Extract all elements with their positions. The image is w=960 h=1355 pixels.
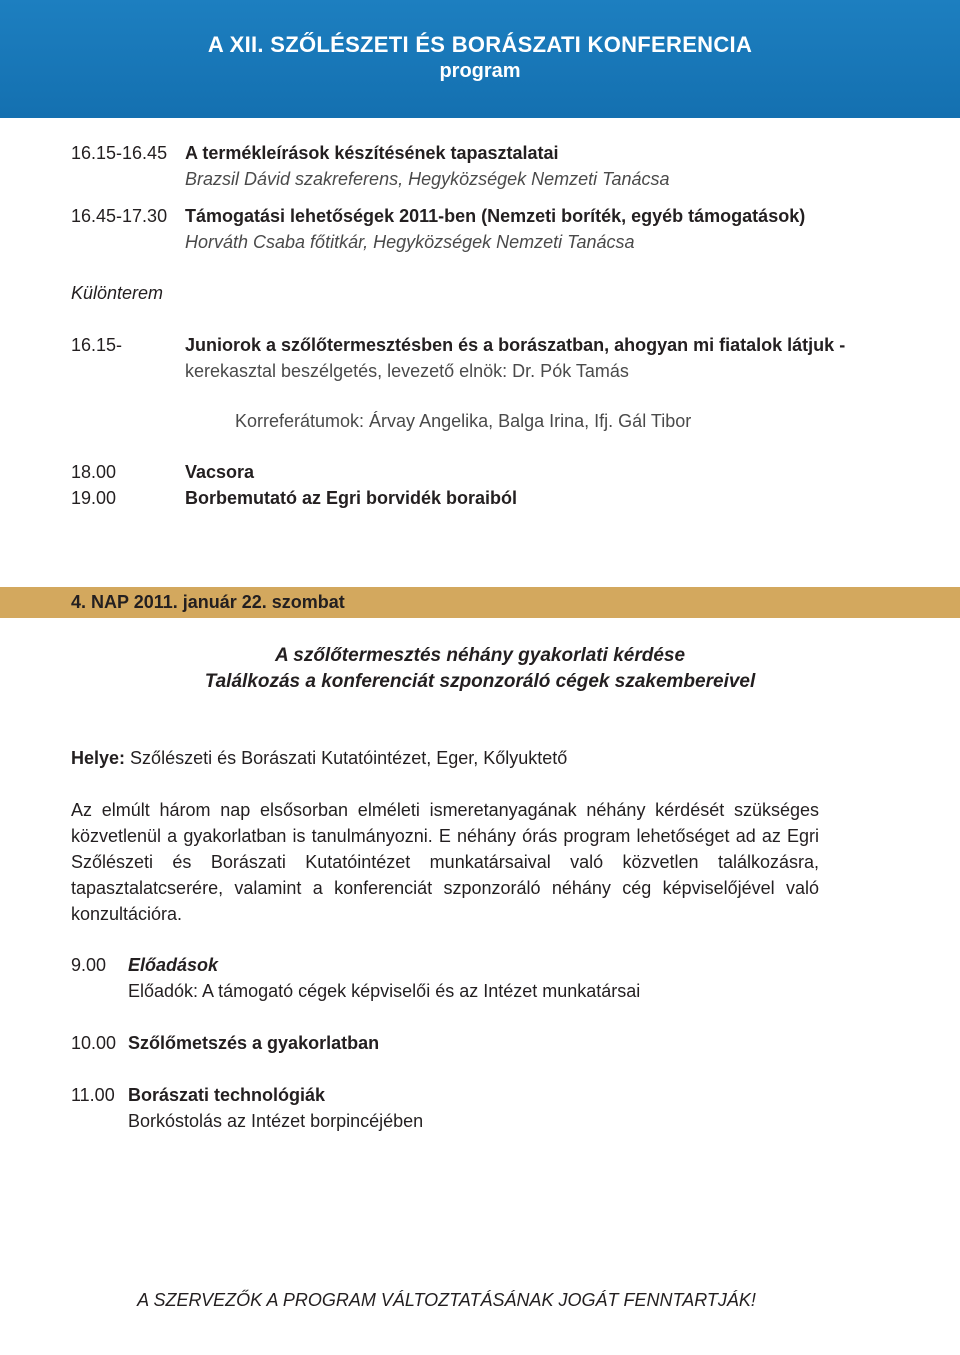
dinner-title: Vacsora	[185, 462, 255, 482]
session2-title: Támogatási lehetőségek 2011-ben (Nemzeti boríték, egyéb támogatások)	[185, 206, 806, 226]
session3-title: Juniorok a szőlőtermesztésben és a borászatban, ahogyan mi fiatalok látjuk -	[185, 335, 846, 355]
item1-title: Előadások	[128, 955, 219, 975]
session2-speaker: Horváth Csaba főtitkár, Hegyközségek Nemzeti Tanácsa	[185, 232, 635, 252]
venue-label: Helye:	[71, 748, 126, 768]
session1-time: 16.15-16.45	[71, 143, 168, 163]
dinner-time: 18.00	[71, 462, 117, 482]
session1-speaker: Brazsil Dávid szakreferens, Hegyközségek Nemzeti Tanácsa	[185, 169, 670, 189]
wine-tasting-title: Borbemutató az Egri borvidék boraiból	[185, 488, 518, 508]
session1-title: A termékleírások készítésének tapasztalatai	[185, 143, 559, 163]
item3-title: Borászati technológiák	[128, 1085, 326, 1105]
session2-time: 16.45-17.30	[71, 206, 168, 226]
conference-subtitle: program	[439, 60, 521, 82]
item3-detail: Borkóstolás az Intézet borpincéjében	[128, 1111, 424, 1131]
session3-time: 16.15-	[71, 335, 123, 355]
day4-band	[0, 587, 960, 618]
room-label: Különterem	[71, 283, 164, 303]
conference-title: A XII. SZŐLÉSZETI ÉS BORÁSZATI KONFERENCIA	[207, 32, 753, 57]
session3-line2: kerekasztal beszélgetés, levezető elnök: Dr. Pók Tamás	[185, 361, 629, 381]
day4-heading2: Találkozás a konferenciát szponzoráló cégek szakembereivel	[204, 671, 756, 692]
item2-time: 10.00	[71, 1033, 117, 1053]
day4-band-label: 4. NAP 2011. január 22. szombat	[71, 592, 345, 612]
session3-coreferents: Korreferátumok: Árvay Angelika, Balga Irina, Ifj. Gál Tibor	[235, 411, 692, 431]
item1-time: 9.00	[71, 955, 107, 975]
footer-notice: A SZERVEZŐK A PROGRAM VÁLTOZTATÁSÁNAK JOGÁT FENNTARTJÁK!	[137, 1290, 756, 1310]
venue-line	[71, 745, 567, 771]
wine-tasting-time: 19.00	[71, 488, 117, 508]
item1-detail: Előadók: A támogató cégek képviselői és az Intézet munkatársai	[128, 981, 641, 1001]
day4-heading1: A szőlőtermesztés néhány gyakorlati kérdése	[274, 645, 686, 666]
day4-paragraph: Az elmúlt három nap elsősorban elméleti ismeretanyagának néhány kérdését szükséges közvetlenül a gyakorlatban is tanulmányozni. E néhány órás program lehetőséget ad az Egri Szőlészeti és Borászati Kutatóintézet munkatársaival való közvetlen találkozásra, tapasztalatcserére, valamint a konferenciát szponzoráló néhány cég képviselőjével való konzultációra.	[71, 800, 819, 924]
venue-text: Szőlészeti és Borászati Kutatóintézet, Eger, Kőlyuktető	[130, 748, 568, 768]
header-banner	[0, 0, 960, 118]
item2-title: Szőlőmetszés a gyakorlatban	[128, 1033, 380, 1053]
item3-time: 11.00	[71, 1085, 115, 1105]
